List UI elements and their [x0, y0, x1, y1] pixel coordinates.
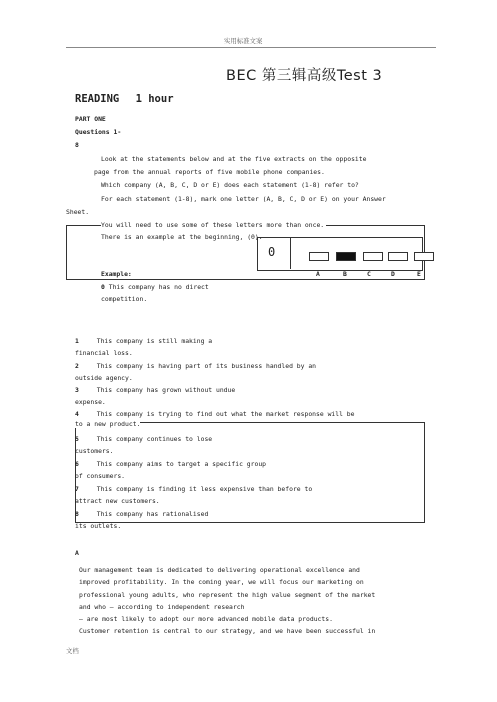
- statement-number: 6: [75, 460, 79, 468]
- extract-a-line: professional young adults, who represent the high value segment of the market: [79, 590, 376, 599]
- statement-5-cont: customers.: [75, 447, 114, 455]
- extract-a-line: — are most likely to adopt our more advanced mobile data products.: [79, 615, 333, 624]
- statement-text: This company is trying to find out what the market response will be: [96, 410, 355, 418]
- instruction-line: Which company (A, B, C, D or E) does each statement (1-8) refer to?: [101, 181, 359, 189]
- extract-a-line: and who — according to independent research: [79, 602, 245, 611]
- statement-1: [75, 337, 212, 345]
- statement-number: 8: [75, 510, 79, 518]
- statement-number: 3: [75, 386, 79, 394]
- example-box-number: 0: [268, 245, 276, 259]
- instruction-line: page from the annual reports of five mobile phone companies.: [94, 168, 325, 176]
- statement-4: [75, 410, 355, 418]
- extract-a-text: [79, 564, 420, 638]
- statement-3: [75, 386, 235, 394]
- part-heading: PART ONE: [75, 115, 106, 123]
- header-rule: [66, 47, 436, 48]
- extract-a-letter: A: [75, 549, 79, 557]
- questions-label-range-end: 8: [75, 141, 79, 149]
- option-box-a: [309, 252, 329, 261]
- example-label: Example:: [101, 270, 132, 278]
- section-heading: [75, 93, 174, 105]
- example-number: 0: [101, 283, 105, 291]
- document-title: BEC 第三辑高级Test 3: [226, 68, 383, 84]
- answer-box-divider: [290, 237, 291, 269]
- statement-number: 1: [75, 337, 79, 345]
- instruction-line: There is an example at the beginning, (0).: [101, 233, 263, 241]
- option-box-c: [363, 252, 383, 261]
- statement-text: This company has grown without undue: [96, 386, 236, 394]
- reading-label: READING: [75, 93, 120, 105]
- statement-text: This company has rationalised: [96, 510, 209, 518]
- option-letter-a: A: [316, 270, 320, 278]
- option-letter-c: C: [367, 270, 371, 278]
- running-header: 实用标准文案: [224, 37, 263, 45]
- option-letter-e: E: [417, 270, 421, 278]
- instruction-line: You will need to use some of these letters more than once.: [101, 221, 325, 229]
- statement-8-cont: its outlets.: [75, 522, 122, 530]
- statement-number: 4: [75, 410, 79, 418]
- statement-text: This company continues to lose: [96, 435, 213, 443]
- statement-number: 2: [75, 362, 79, 370]
- statement-number: 7: [75, 485, 79, 493]
- statement-text: This company is finding it less expensive than before to: [96, 485, 313, 493]
- example-text: This company has no direct: [108, 283, 209, 291]
- statement-4-cont: to a new product.: [75, 420, 141, 428]
- footer-label: 文档: [66, 647, 79, 655]
- option-box-b-selected: [336, 252, 356, 261]
- instruction-line: Look at the statements below and at the five extracts on the opposite: [101, 155, 367, 163]
- statement-1-cont: financial loss.: [75, 349, 133, 357]
- statement-number: 5: [75, 435, 79, 443]
- statement-text: This company is still making a: [96, 337, 213, 345]
- time-label: 1 hour: [135, 93, 174, 105]
- statement-6: [75, 460, 266, 468]
- option-box-d: [388, 252, 408, 261]
- option-box-e: [414, 252, 434, 261]
- extract-a-line: improved profitability. In the coming year, we will focus our marketing on: [79, 578, 364, 587]
- statement-2-cont: outside agency.: [75, 374, 133, 382]
- option-letter-d: D: [391, 270, 395, 278]
- statement-6-cont: of consumers.: [75, 472, 126, 480]
- statement-8: [75, 510, 208, 518]
- statement-7: [75, 485, 312, 493]
- instruction-line: Sheet.: [66, 208, 90, 216]
- statement-2: [75, 362, 316, 370]
- questions-label: Questions 1-: [75, 128, 122, 136]
- example-statement-cont: competition.: [101, 295, 148, 303]
- statement-7-cont: attract new customers.: [75, 497, 160, 505]
- extract-a-line: Customer retention is central to our strategy, and we have been successful in: [79, 627, 376, 636]
- option-letter-b: B: [343, 270, 347, 278]
- extract-a-line: Our management team is dedicated to delivering operational excellence and: [79, 566, 360, 574]
- example-statement: [101, 283, 209, 291]
- instruction-line: For each statement (1-8), mark one letter (A, B, C, D or E) on your Answer: [101, 195, 386, 203]
- statement-text: This company aims to target a specific group: [96, 460, 267, 468]
- statement-3-cont: expense.: [75, 398, 106, 406]
- statement-text: This company is having part of its business handled by an: [96, 362, 317, 370]
- statement-5: [75, 435, 212, 443]
